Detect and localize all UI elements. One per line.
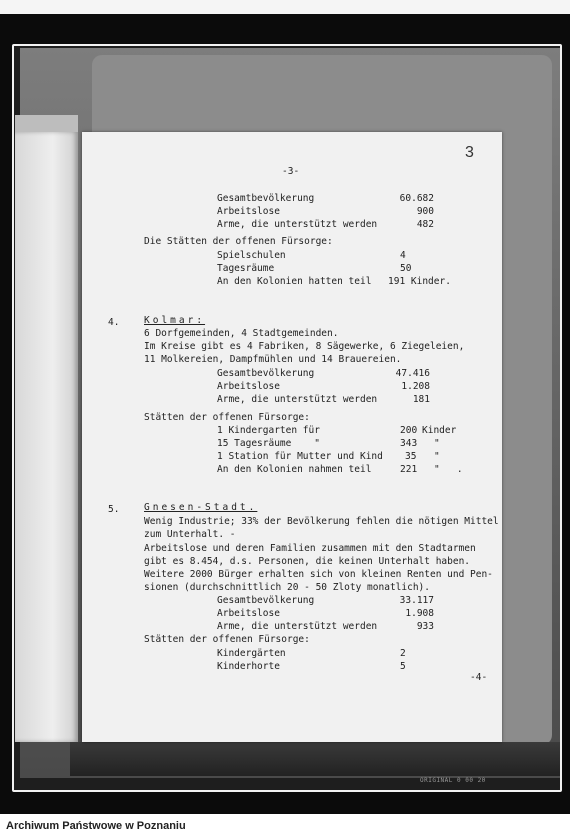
section-facility-unit: " . (434, 464, 463, 475)
next-page-marker: -4- (470, 672, 488, 683)
section-stat-value: 181 (412, 394, 430, 405)
section-facility-value: 2 (400, 648, 406, 659)
section-text-line: Im Kreise gibt es 4 Fabriken, 8 Sägewerke, 6 Ziegeleien, (144, 341, 465, 352)
intro-facility-value: 4 (400, 250, 406, 261)
section-number: 5. (108, 504, 120, 515)
section-facility-value: 5 (400, 661, 406, 672)
section-stat-label: Arbeitslose (217, 381, 280, 392)
section-title: Kolmar: (144, 315, 206, 326)
section-stat-label: Arbeitslose (217, 608, 280, 619)
intro-stat-label: Arbeitslose (217, 206, 280, 217)
section-facility-label: 1 Kindergarten für (217, 425, 320, 436)
section-stat-value: 1.908 (405, 608, 434, 619)
section-facility-unit: " (434, 451, 440, 462)
section-stat-value: 1.208 (401, 381, 430, 392)
section-facility-value: 221 (400, 464, 418, 475)
section-facility-unit: " (434, 438, 440, 449)
section-stat-label: Arme, die unterstützt werden (217, 621, 378, 632)
section-facility-value: 35 (405, 451, 417, 462)
intro-stat-value: 482 (416, 219, 434, 230)
section-stat-label: Arme, die unterstützt werden (217, 394, 378, 405)
section-stat-value: 47.416 (395, 368, 430, 379)
section-text-line: 11 Molkereien, Dampfmühlen und 14 Brauereien. (144, 354, 402, 365)
section-facility-label: 15 Tagesräume " (217, 438, 320, 449)
intro-stat-label: Gesamtbevölkerung (217, 193, 315, 204)
archive-footer (0, 814, 570, 840)
section-text-line: Wenig Industrie; 33% der Bevölkerung fehlen die nötigen Mittel (144, 516, 499, 527)
intro-stat-value: 900 (416, 206, 434, 217)
intro-stat-label: Arme, die unterstützt werden (217, 219, 378, 230)
section-title: Gnesen-Stadt. (144, 502, 258, 513)
section-stat-value: 33.117 (399, 595, 434, 606)
section-facilities-heading: Stätten der offenen Fürsorge: (144, 412, 310, 423)
section-facilities-heading: Stätten der offenen Fürsorge: (144, 634, 310, 645)
bottom-shadow (70, 742, 560, 776)
section-text-line: 6 Dorfgemeinden, 4 Stadtgemeinden. (144, 328, 339, 339)
section-text-line: Arbeitslose und deren Familien zusammen mit den Stadtarmen (144, 543, 476, 554)
section-text-line: gibt es 8.454, d.s. Personen, die keinen Unterhalt haben. (144, 556, 471, 567)
intro-facility-label: Tagesräume (217, 263, 275, 274)
intro-stat-value: 60.682 (399, 193, 434, 204)
film-code: ORIGINAL 0 00 20 (420, 777, 486, 784)
section-facility-label: Kinderhorte (217, 661, 280, 672)
section-facility-label: An den Kolonien nahmen teil (217, 464, 372, 475)
intro-facility-label: Spielschulen (217, 250, 286, 261)
intro-facility-label: An den Kolonien hatten teil (217, 276, 372, 287)
handwritten-page-number: 3 (465, 144, 474, 161)
section-stat-label: Gesamtbevölkerung (217, 368, 315, 379)
section-number: 4. (108, 317, 120, 328)
intro-facilities-heading: Die Stätten der offenen Fürsorge: (144, 236, 333, 247)
section-facility-unit: Kinder (422, 425, 457, 436)
intro-facility-value: 191 Kinder. (388, 276, 451, 287)
section-text-line: Weitere 2000 Bürger erhalten sich von kleinen Renten und Pen- (144, 569, 493, 580)
section-facility-value: 343 (400, 438, 418, 449)
section-text-line: sionen (durchschnittlich 20 - 50 Zloty monatlich). (144, 582, 430, 593)
section-text-line: zum Unterhalt. - (144, 529, 236, 540)
section-stat-label: Gesamtbevölkerung (217, 595, 315, 606)
section-facility-label: Kindergärten (217, 648, 286, 659)
left-sheet-edge (15, 132, 78, 742)
section-facility-label: 1 Station für Mutter und Kind (217, 451, 383, 462)
document-page (82, 132, 502, 742)
scan-top-margin (0, 0, 570, 14)
intro-facility-value: 50 (400, 263, 412, 274)
section-stat-value: 933 (416, 621, 434, 632)
page-number-marker: -3- (282, 166, 300, 177)
archive-label: Archiwum Państwowe w Poznaniu (6, 820, 186, 832)
section-facility-value: 200 (400, 425, 418, 436)
